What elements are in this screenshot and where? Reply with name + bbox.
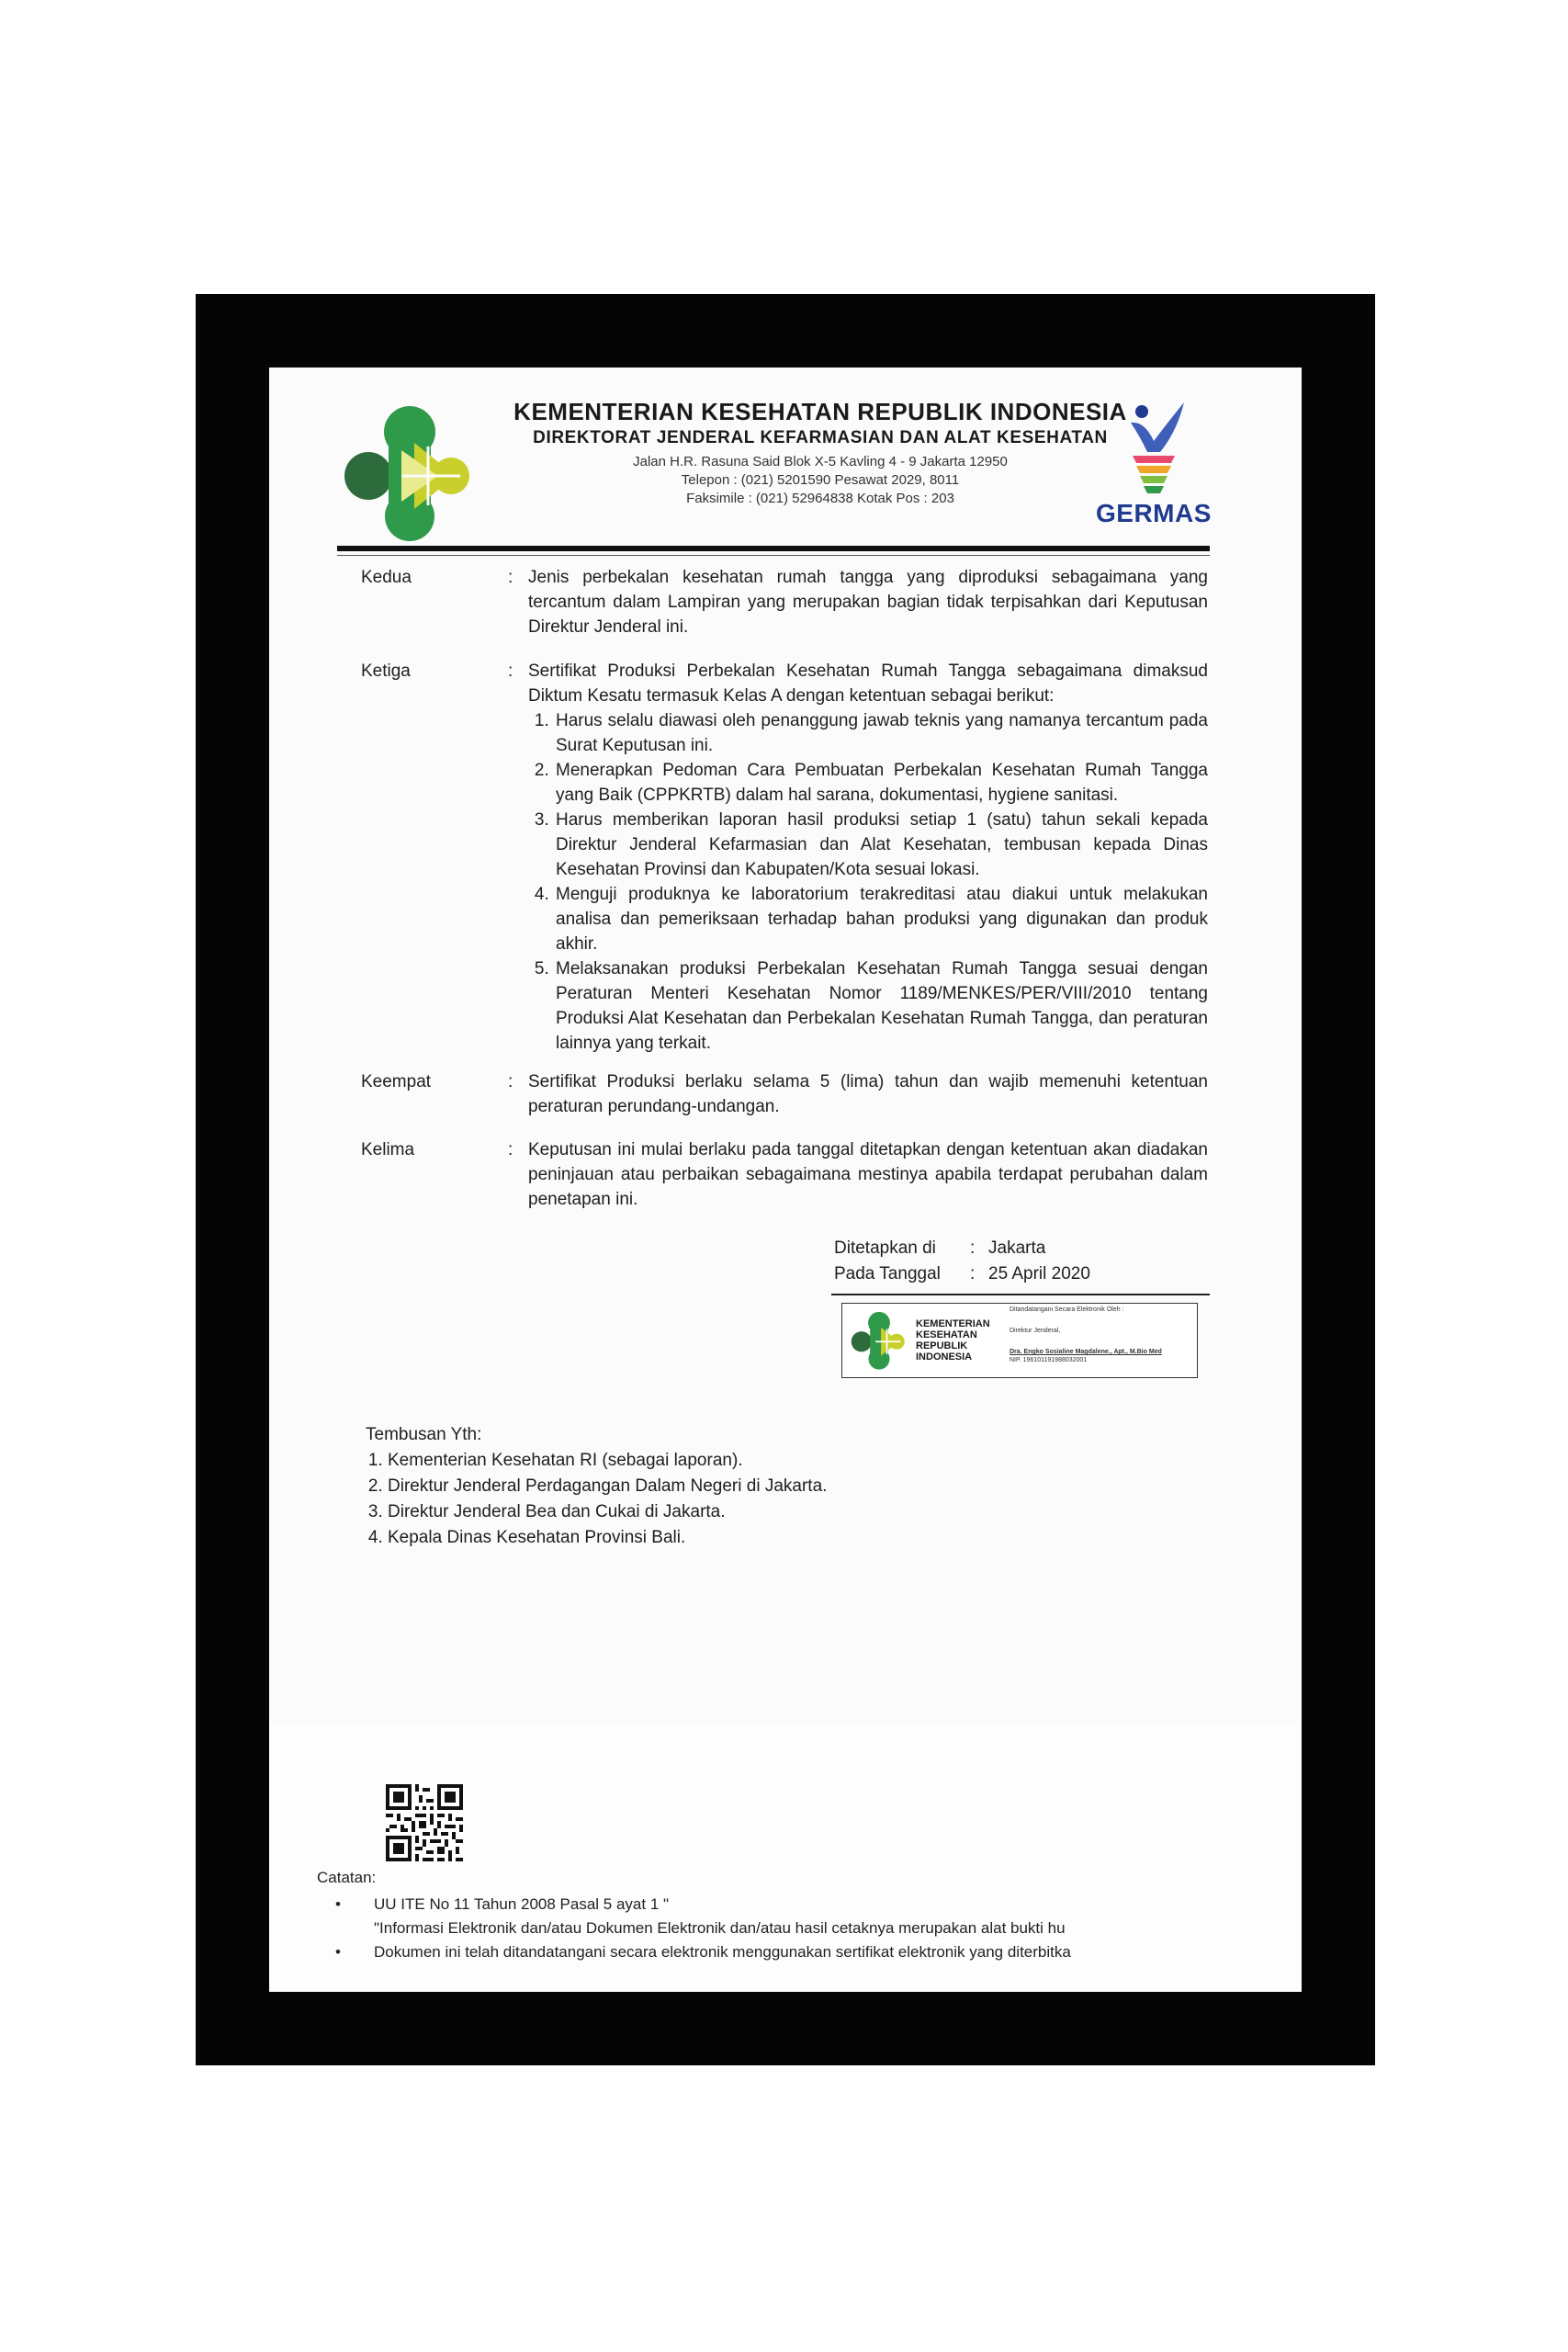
ketentuan-list [528,708,1208,1056]
list-item: 1. Harus selalu diawasi oleh penanggung jawab teknis yang namanya tercantum pada Surat Keputusan ini. [554,708,1208,758]
diktum-text: Keputusan ini mulai berlaku pada tanggal ditetapkan dengan ketentuan akan diadakan peninjauan atau perbaikan sebagaimana mestinya apabila terdapat perubahan dalam penetapan ini. [528,1140,1208,1209]
diktum-label: Kedua [361,568,412,587]
place-value: Jakarta [988,1238,1046,1258]
note-item [335,1893,1141,1917]
office-address: Jalan H.R. Rasuna Said Blok X-5 Kavling 4 - 9 Jakarta 12950 [633,454,1008,469]
esign-org-name [916,1318,990,1363]
note-text: UU ITE No 11 Tahun 2008 Pasal 5 ayat 1 " [374,1895,670,1913]
diktum-text: Jenis perbekalan kesehatan rumah tangga yang diproduksi sebagaimana yang tercantum dalam Lampiran yang merupakan bagian tidak terpisahkan dari Keputusan Direktur Jenderal ini. [528,568,1208,637]
diktum-colon: : [508,1140,513,1159]
note-subtext: "Informasi Elektronik dan/atau Dokumen Elektronik dan/atau hasil cetaknya merupakan alat bukti hu [374,1919,1066,1937]
signed-by-label: Ditandatangani Secara Elektronik Oleh : [1010,1306,1124,1313]
letterhead-text [490,398,1151,506]
diktum-text: Sertifikat Produksi berlaku selama 5 (lima) tahun dan wajib memenuhi ketentuan peraturan perundang-undangan. [528,1072,1208,1116]
catatan-label: Catatan: [317,1869,377,1886]
penetapan-block [834,1236,1090,1287]
penetapan-rule [831,1294,1210,1295]
note-item [335,1940,1141,1964]
directorate-name: DIREKTORAT JENDERAL KEFARMASIAN DAN ALAT KESEHATAN [533,428,1108,447]
office-phone: Telepon : (021) 5201590 Pesawat 2029, 8011 [681,472,960,488]
germas-logo [1096,395,1211,542]
list-item: 1. Kementerian Kesehatan RI (sebagai laporan). [388,1448,827,1474]
diktum-colon: : [508,1072,513,1091]
diktum-colon: : [508,662,513,681]
bullet-icon: • [335,1943,341,1961]
diktum-body [528,659,1208,1056]
org-line: KEMENTERIAN [916,1318,990,1329]
list-item: 4. Kepala Dinas Kesehatan Provinsi Bali. [388,1525,827,1551]
signer-nip: NIP. 196101191988032001 [1010,1357,1088,1363]
place-colon: : [970,1238,976,1258]
date-colon: : [970,1264,976,1283]
diktum-label: Ketiga [361,662,411,681]
list-item: 3. Direktur Jenderal Bea dan Cukai di Jakarta. [388,1499,827,1525]
electronic-signature-box [841,1303,1198,1378]
signer-position: Direktur Jenderal, [1010,1328,1061,1334]
office-fax: Faksimile : (021) 52964838 Kotak Pos : 203 [686,491,954,506]
footer-notes [335,1893,1272,1964]
org-line: INDONESIA [916,1351,973,1363]
org-line: KESEHATAN [916,1329,977,1340]
list-item: 4. Menguji produknya ke laboratorium terakreditasi atau diakui untuk melakukan analisa dan pemeriksaan terhadap bahan produksi yang digunakan dan produk akhir. [554,882,1208,956]
date-value: 25 April 2020 [988,1264,1090,1283]
document-sheet [269,368,1302,1992]
kemenkes-mini-logo-icon [850,1311,908,1370]
diktum-intro: Sertifikat Produksi Perbekalan Kesehatan Rumah Tangga sebagaimana dimaksud Diktum Kesatu termasuk Kelas A dengan ketentuan sebagai berikut: [528,662,1208,706]
list-item: 3. Harus memberikan laporan hasil produksi setiap 1 (satu) tahun sekali kepada Direktur Jenderal Kefarmasian dan Alat Kesehatan, tembusan kepada Dinas Kesehatan Provinsi dan Kabupaten/Kota sesuai lokasi. [554,808,1208,882]
signer-name: Dra. Engko Sosialine Magdalene., Apt., M.Bio Med [1010,1349,1162,1355]
letterhead-rule-thin [337,555,1210,556]
list-item: 2. Menerapkan Pedoman Cara Pembuatan Perbekalan Kesehatan Rumah Tangga yang Baik (CPPKRTB) dalam hal sarana, dokumentasi, hygiene sanitasi. [554,758,1208,808]
tembusan-block [366,1422,827,1551]
list-item: 5. Melaksanakan produksi Perbekalan Kesehatan Rumah Tangga sesuai dengan Peraturan Menteri Kesehatan Nomor 1189/MENKES/PER/VIII/2010 tentang Produksi Alat Kesehatan dan Perbekalan Kesehatan Rumah Tangga, dan peraturan lainnya yang terkait. [554,956,1208,1056]
qr-code-icon [386,1784,463,1861]
tembusan-list [366,1448,827,1551]
germas-figure-icon [1112,395,1195,501]
penetapan-date-row [834,1261,1090,1287]
org-line: REPUBLIK [916,1340,968,1351]
ministry-name: KEMENTERIAN KESEHATAN REPUBLIK INDONESIA [513,398,1127,425]
tembusan-title: Tembusan Yth: [366,1425,482,1444]
place-label: Ditetapkan di [834,1238,936,1258]
bullet-icon: • [335,1895,341,1913]
diktum-label: Keempat [361,1072,432,1091]
kemenkes-logo-icon [341,404,479,542]
list-item: 2. Direktur Jenderal Perdagangan Dalam Negeri di Jakarta. [388,1474,827,1499]
penetapan-place-row [834,1236,1090,1261]
esign-details [1010,1306,1193,1364]
diktum-label: Kelima [361,1140,415,1159]
black-frame [196,294,1375,2065]
date-label: Pada Tanggal [834,1264,941,1283]
letterhead-rule [337,546,1210,551]
diktum-colon: : [508,568,513,587]
note-text: Dokumen ini telah ditandatangani secara elektronik menggunakan sertifikat elektronik yang diterbitka [374,1943,1071,1961]
germas-label: GERMAS [1096,499,1212,527]
